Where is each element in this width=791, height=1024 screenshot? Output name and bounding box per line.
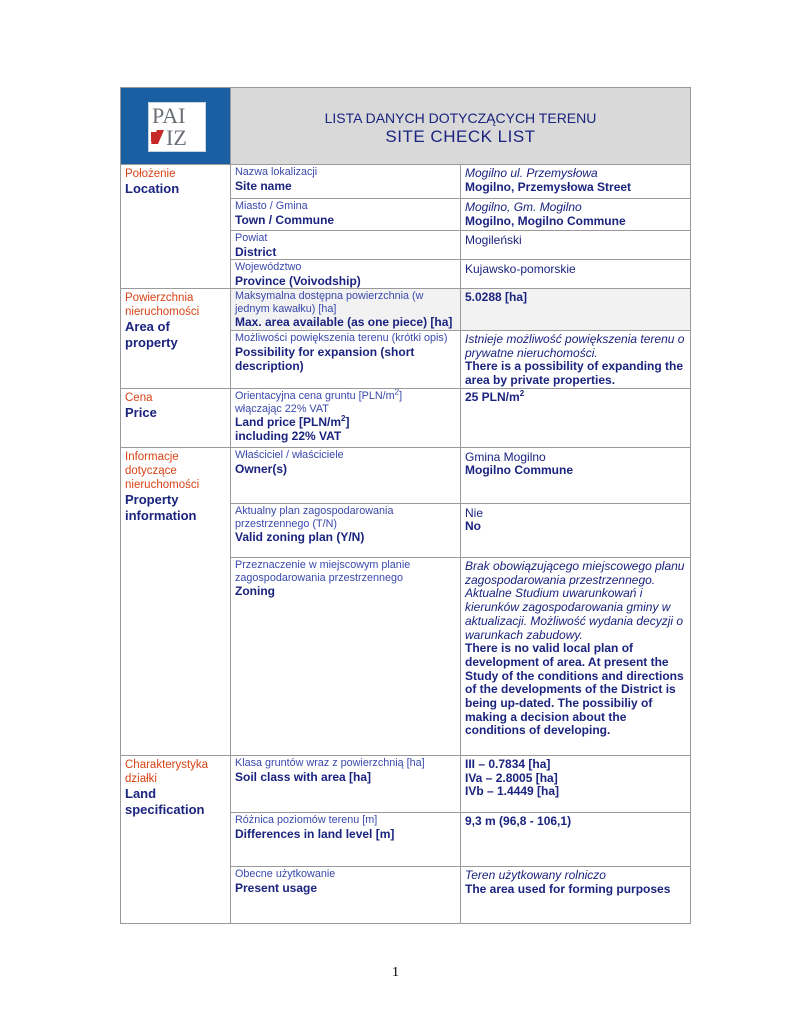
value-town	[461, 199, 691, 231]
label-pl: Nazwa lokalizacji	[235, 166, 318, 178]
soil-class-ivb: IVb – 1.4449 [ha]	[465, 784, 560, 799]
logo-text-bottom: IZ	[166, 125, 187, 150]
label-price	[231, 389, 461, 448]
category-location	[121, 165, 231, 289]
value-soil	[461, 756, 691, 813]
soil-class-iii: III – 0.7834 [ha]	[465, 757, 551, 771]
label-pl: Różnica poziomów terenu [m]	[235, 814, 378, 826]
label-zoning-plan	[231, 504, 461, 558]
value-site-name	[461, 165, 691, 199]
paiiz-logo	[148, 102, 206, 152]
label-en-end: ]	[345, 415, 350, 429]
logo-mark-icon	[151, 128, 165, 146]
title-english: SITE CHECK LIST	[385, 127, 536, 146]
value-zoning	[461, 558, 691, 756]
label-en: Province (Voivodship)	[235, 273, 361, 288]
category-property	[121, 448, 231, 756]
header-row	[121, 88, 691, 165]
category-label-pl: Położenie	[125, 168, 176, 180]
value-pl: Teren użytkowany rolniczo	[465, 868, 606, 882]
label-en: Owner(s)	[235, 461, 288, 476]
label-level	[231, 813, 461, 867]
category-label-pl: Powierzchnia nieruchomości	[125, 292, 200, 318]
label-en-sup: 2	[341, 414, 346, 423]
label-pl: Możliwości powiększenia terenu (krótki opis)	[235, 332, 448, 344]
label-expansion	[231, 331, 461, 389]
label-pl: Aktualny plan zagospodarowania przestrzennego (T/N)	[235, 505, 394, 530]
label-soil	[231, 756, 461, 813]
value-pl: Nie	[465, 506, 484, 520]
row-site-name	[121, 165, 691, 199]
category-label-en: Property information	[125, 492, 197, 523]
label-pl	[235, 390, 456, 403]
value-level	[461, 813, 691, 867]
category-land	[121, 756, 231, 924]
title-polish: LISTA DANYCH DOTYCZĄCYCH TERENU	[324, 110, 597, 126]
label-pl: Klasa gruntów wraz z powierzchnią [ha]	[235, 757, 425, 769]
category-label-en: Price	[125, 405, 157, 420]
label-en: Present usage	[235, 880, 318, 895]
site-check-list-table	[120, 87, 691, 924]
value-sup: 2	[519, 389, 525, 398]
value-text: Kujawsko-pomorskie	[465, 262, 576, 276]
label-pl-end: ]	[399, 390, 403, 402]
value-pl: Mogilno, Gm. Mogilno	[465, 200, 582, 214]
category-label-pl: Charakterystyka działki	[125, 759, 209, 785]
page-number: 1	[392, 965, 399, 980]
value-en: No	[465, 519, 481, 533]
value-district	[461, 231, 691, 260]
soil-class-iva: IVa – 2.8005 [ha]	[465, 770, 558, 785]
label-site-name	[231, 165, 461, 199]
label-en: Site name	[235, 178, 292, 193]
value-en: Mogilno, Mogilno Commune	[465, 213, 626, 228]
value-text: 9,3 m (96,8 - 106,1)	[465, 814, 572, 828]
label-pl: Przeznaczenie w miejscowym planie zagospodarowania przestrzennego	[235, 559, 411, 584]
label-pl: Województwo	[235, 261, 302, 273]
label-pl: Właściciel / właściciele	[235, 449, 344, 461]
label-usage	[231, 867, 461, 924]
category-label-en: Area of property	[125, 319, 178, 350]
label-en: Zoning	[235, 584, 275, 598]
label-owner	[231, 448, 461, 504]
value-text: Mogileński	[465, 233, 522, 247]
value-zoning-plan	[461, 504, 691, 558]
label-town	[231, 199, 461, 231]
label-pl-vat: włączając 22% VAT	[235, 402, 329, 415]
label-pl-sup: 2	[394, 388, 400, 397]
value-pl: Gmina Mogilno	[465, 450, 546, 464]
row-soil	[121, 756, 691, 813]
value-en: There is a possibility of expanding the area by private properties.	[465, 359, 684, 388]
category-label-en: Location	[125, 181, 180, 196]
value-price	[461, 389, 691, 448]
label-district	[231, 231, 461, 260]
logo-text-top: PAI	[152, 103, 186, 128]
value-pl: Brak obowiązującego miejscowego planu zagospodarowania przestrzennego. Aktualne Studium uwarunkowań i kierunków zagospodarowania gminy w aktualizacji. Możliwość wydania decyzji o warunkach zabudowy.	[465, 559, 685, 642]
logo-cell	[121, 88, 231, 165]
value-amount: 25 PLN/m	[465, 390, 520, 404]
label-pl-part: Orientacyjna cena gruntu [PLN/m	[235, 390, 395, 402]
label-en: Differences in land level [m]	[235, 826, 395, 841]
label-zoning	[231, 558, 461, 756]
value-text	[465, 391, 686, 405]
category-area	[121, 289, 231, 389]
label-en: Max. area available (as one piece) [ha]	[235, 315, 453, 329]
category-price	[121, 389, 231, 448]
value-en: There is no valid local plan of development of area. At present the Study of the conditions and directions of the developments of the District is being up-dated. The possibiliy of making a decision about the conditions of developing.	[465, 641, 684, 738]
label-max-area	[231, 289, 461, 331]
value-expansion	[461, 331, 691, 389]
category-label-pl: Informacje dotyczące nieruchomości	[125, 451, 200, 491]
label-province	[231, 260, 461, 289]
label-en: District	[235, 244, 277, 259]
value-pl: Mogilno ul. Przemysłowa	[465, 166, 598, 180]
title-cell	[231, 88, 691, 165]
value-en: Mogilno, Przemysłowa Street	[465, 179, 632, 194]
label-en-vat: including 22% VAT	[235, 429, 342, 443]
value-max-area	[461, 289, 691, 331]
category-label-en: Land specification	[125, 786, 205, 817]
label-pl: Miasto / Gmina	[235, 200, 308, 212]
value-province	[461, 260, 691, 289]
value-pl: Istnieje możliwość powiększenia terenu o prywatne nieruchomości.	[465, 332, 685, 360]
value-en: The area used for forming purposes	[465, 881, 671, 896]
label-pl: Powiat	[235, 232, 268, 244]
label-pl: Obecne użytkowanie	[235, 868, 336, 880]
label-en: Possibility for expansion (short description)	[235, 344, 415, 373]
category-label-pl: Cena	[125, 392, 153, 404]
value-text: 5.0288 [ha]	[465, 290, 528, 304]
value-en: Mogilno Commune	[465, 463, 573, 477]
value-usage	[461, 867, 691, 924]
row-price	[121, 389, 691, 448]
row-owner	[121, 448, 691, 504]
label-en: Valid zoning plan (Y/N)	[235, 530, 365, 544]
label-en: Town / Commune	[235, 212, 335, 227]
value-owner	[461, 448, 691, 504]
label-en	[235, 415, 456, 429]
label-en: Soil class with area [ha]	[235, 769, 372, 784]
row-max-area	[121, 289, 691, 331]
label-pl: Maksymalna dostępna powierzchnia (w jednym kawałku) [ha]	[235, 290, 424, 315]
label-en-part: Land price [PLN/m	[235, 415, 342, 429]
